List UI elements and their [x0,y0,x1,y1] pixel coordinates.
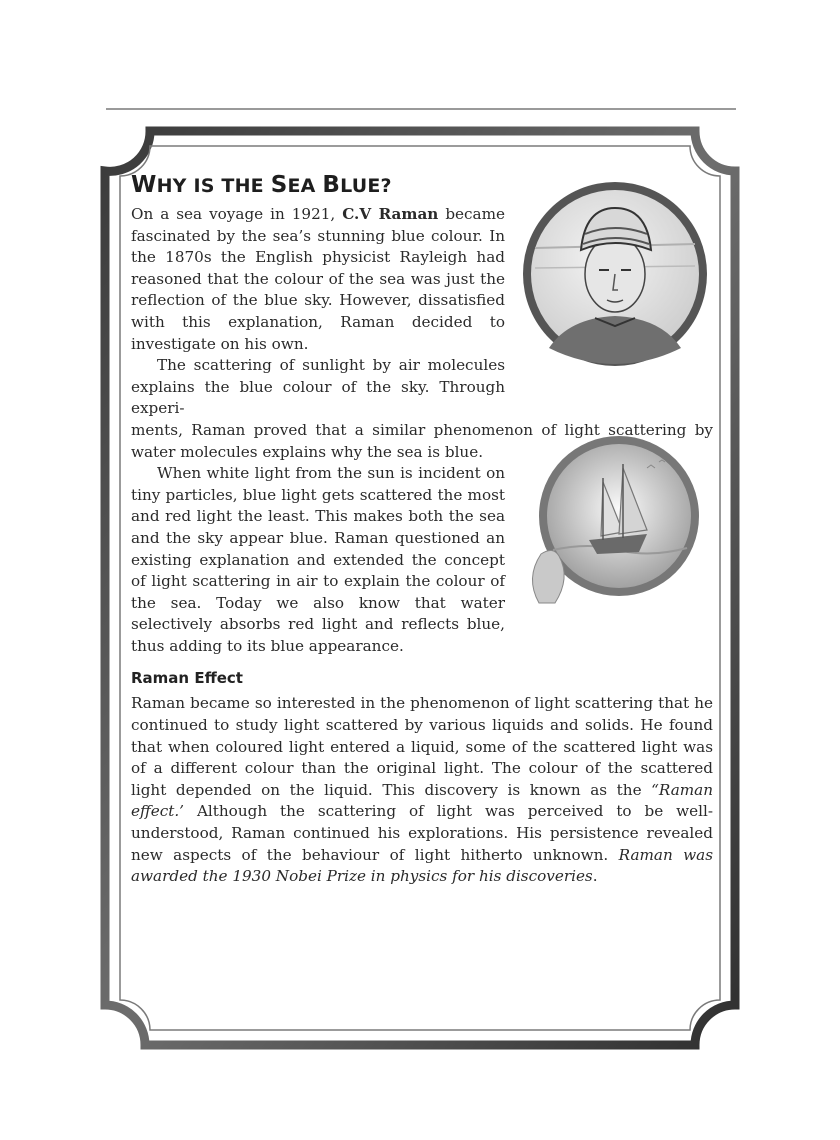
paragraph-white-light: When white light from the sun is incident on tiny particles, blue light gets scattered the most and red light the least. This makes both the sea and the sky appear blue. Raman questioned an existing explanation and extended the concept of light scattering in air to explain the colour of the sea. Today we also know that water selectively absorbs red light and reflects blue, thus adding to its blue appearance. [131,464,505,655]
paragraph-intro: On a sea voyage in 1921, C.V Raman became fascinated by the sea’s stunning blue colour. In the 1870s the English physicist Rayleigh had reasoned that the colour of the sea was just the reflection of the blue sky. However, dissatisfied with this explanation, Raman decided to investigate on his own. [131,205,505,353]
article [131,172,713,888]
article-title: WHY IS THE SEA BLUE? [131,172,392,198]
paragraph-scattering-bottom: ments, Raman proved that a similar phenomenon of light scattering by water molecules explains why the sea is blue. [131,420,713,461]
paragraph-raman-effect: Raman became so interested in the phenomenon of light scattering that he continued to study light scattered by various liquids and solids. He found that when coloured light entered a liquid, some of the scattered light was of a different colour than the original light. The colour of the scattered light depended on the liquid. This discovery is known as the “Raman effect.’ Although the scattering of light was perceived to be well-understood, Raman continued his explorations. His persistence revealed new aspects of the behaviour of light hitherto unknown. Raman was awarded the 1930 Nobei Prize in physics for his discoveries. [131,694,713,886]
section-heading-raman-effect: Raman Effect [131,669,243,688]
paragraph-scattering-top: The scattering of sunlight by air molecules explains the blue colour of the sky. Through experi- [131,356,505,418]
